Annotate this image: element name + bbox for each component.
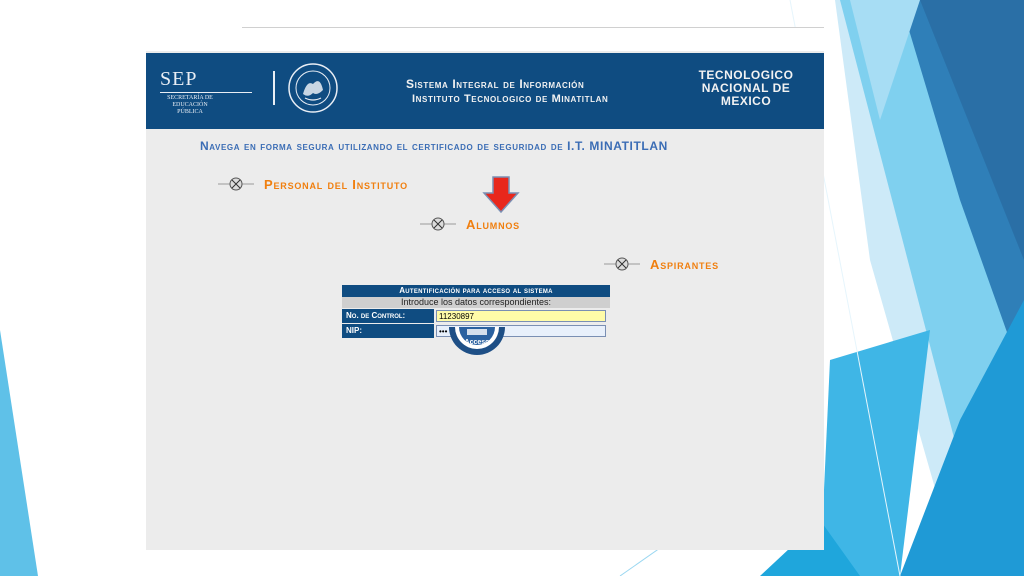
- control-row: [342, 309, 610, 323]
- control-number-input[interactable]: [436, 310, 606, 322]
- browser-edge: [146, 27, 824, 51]
- bullet-icon: [604, 254, 640, 274]
- sep-logo: [160, 69, 258, 113]
- link-personal[interactable]: [218, 174, 408, 194]
- link-alumnos[interactable]: [420, 214, 520, 234]
- sep-logo-subtitle: SECRETARÍA DE EDUCACIÓN PÚBLICA: [167, 95, 213, 115]
- link-alumnos-label: Alumnos: [466, 216, 520, 232]
- header-banner: [146, 53, 824, 129]
- control-label: No. de Control:: [342, 309, 434, 323]
- link-aspirantes[interactable]: [604, 254, 719, 274]
- acceso-seal-icon: [447, 327, 507, 367]
- acceso-button[interactable]: [447, 327, 507, 367]
- national-seal-icon: [287, 62, 339, 114]
- auth-intro: Introduce los datos correspondientes:: [342, 297, 610, 308]
- bullet-icon: [218, 174, 254, 194]
- link-personal-label: Personal del Instituto: [264, 176, 408, 192]
- system-title-line1: Sistema Integral de Información: [406, 77, 585, 91]
- link-aspirantes-label: Aspirantes: [650, 256, 719, 272]
- logo-divider: [273, 71, 275, 105]
- screenshot-frame: [146, 27, 824, 550]
- bullet-icon: [420, 214, 456, 234]
- system-title: [406, 77, 608, 107]
- system-title-line2: Instituto Tecnologico de Minatitlan: [412, 93, 609, 105]
- sep-logo-word: SEP: [160, 68, 198, 90]
- security-notice: Navega en forma segura utilizando el certificado de seguridad de I.T. MINATITLAN: [200, 139, 668, 153]
- acceso-button-label: Acceso: [464, 339, 490, 346]
- tecnm-title: TECNOLOGICO NACIONAL DE MEXICO: [698, 68, 794, 108]
- red-down-arrow-icon: [481, 175, 521, 215]
- auth-header: Autentificación para acceso al sistema: [342, 285, 610, 297]
- nip-label: NIP:: [342, 324, 434, 338]
